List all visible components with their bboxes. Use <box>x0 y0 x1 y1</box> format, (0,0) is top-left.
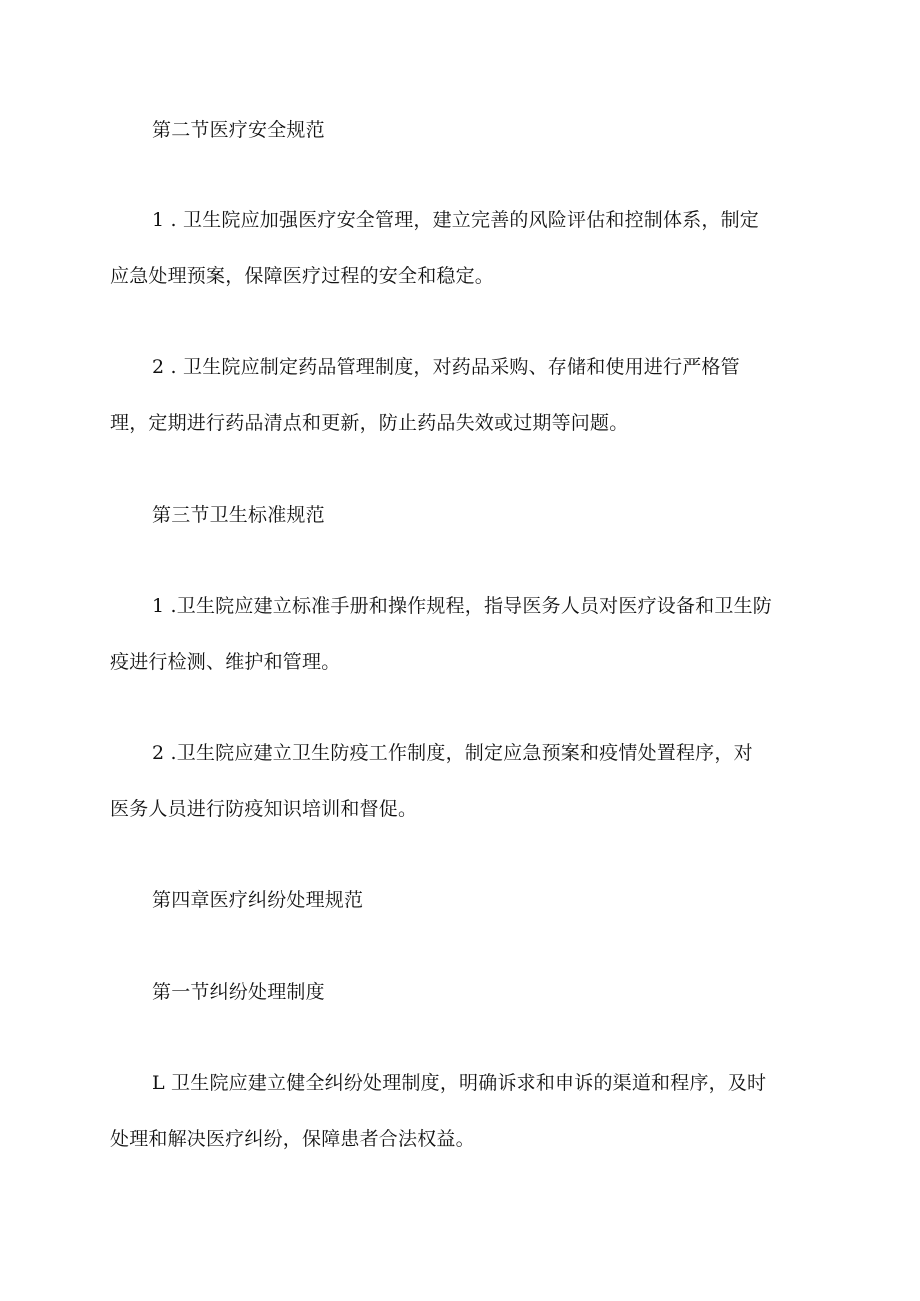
paragraph-line: 处理和解决医疗纠纷，保障患者合法权益。 <box>110 1128 475 1150</box>
paragraph-line: 1 . 卫生院应加强医疗安全管理，建立完善的风险评估和控制体系，制定 <box>152 209 760 231</box>
paragraph-line: 理，定期进行药品清点和更新，防止药品失效或过期等问题。 <box>110 412 629 434</box>
paragraph-line: 应急处理预案，保障医疗过程的安全和稳定。 <box>110 265 495 287</box>
chapter-heading: 第四章医疗纠纷处理规范 <box>152 889 364 911</box>
paragraph-line: 2 . 卫生院应制定药品管理制度，对药品采购、存储和使用进行严格管 <box>152 356 740 378</box>
section-heading: 第二节医疗安全规范 <box>152 119 325 141</box>
paragraph-line: L 卫生院应建立健全纠纷处理制度，明确诉求和申诉的渠道和程序，及时 <box>152 1072 767 1094</box>
paragraph-line: 2 .卫生院应建立卫生防疫工作制度，制定应急预案和疫情处置程序，对 <box>152 742 753 764</box>
section-heading: 第三节卫生标准规范 <box>152 504 325 526</box>
paragraph-line: 医务人员进行防疫知识培训和督促。 <box>110 798 418 820</box>
paragraph-line: 1 .卫生院应建立标准手册和操作规程，指导医务人员对医疗设备和卫生防 <box>152 595 772 617</box>
section-heading: 第一节纠纷处理制度 <box>152 981 325 1003</box>
paragraph-line: 疫进行检测、维护和管理。 <box>110 651 341 673</box>
